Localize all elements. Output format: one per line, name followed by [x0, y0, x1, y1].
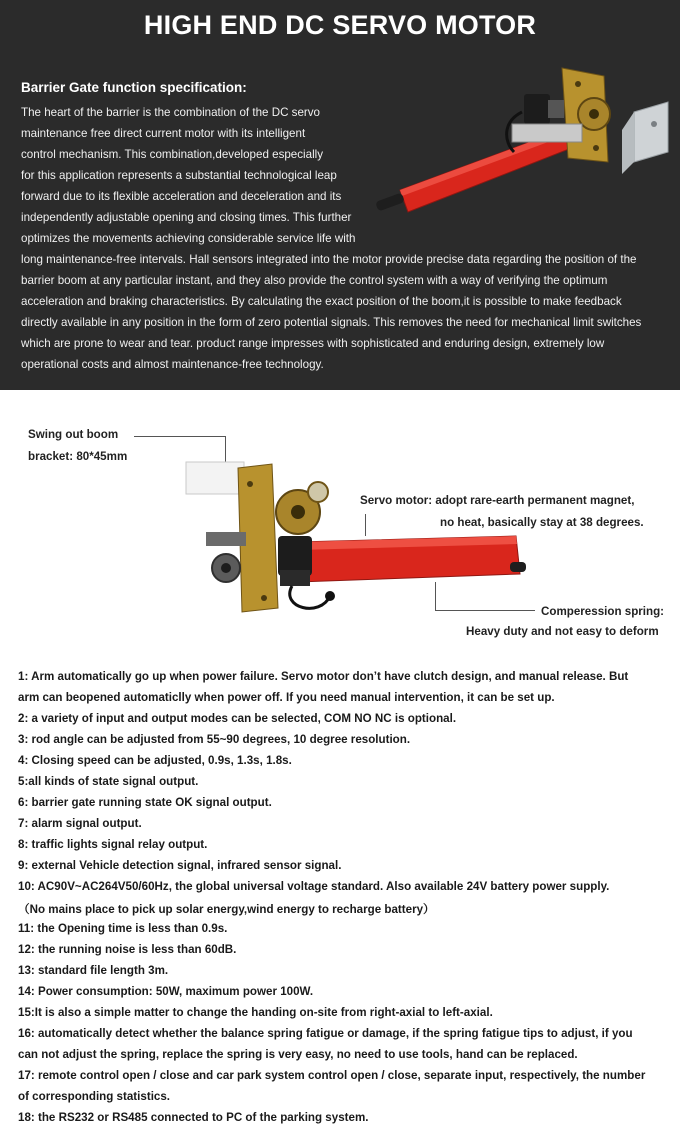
- feature-item: 11: the Opening time is less than 0.9s.: [18, 922, 228, 935]
- feature-item: 6: barrier gate running state OK signal output.: [18, 796, 272, 809]
- bracket-leader-line: [134, 436, 226, 437]
- feature-item: 14: Power consumption: 50W, maximum power 100W.: [18, 985, 314, 998]
- feature-item: of corresponding statistics.: [18, 1090, 171, 1103]
- feature-item: 1: Arm automatically go up when power failure. Servo motor don’t have clutch design, and manual release. But: [18, 670, 629, 683]
- page-title: HIGH END DC SERVO MOTOR: [143, 10, 537, 40]
- feature-item: 5:all kinds of state signal output.: [18, 775, 199, 788]
- feature-item: （No mains place to pick up solar energy,wind energy to recharge battery）: [18, 903, 435, 916]
- spec-text-line: The heart of the barrier is the combination of the DC servo: [21, 106, 321, 119]
- feature-item: 12: the running noise is less than 60dB.: [18, 943, 237, 956]
- spec-text-line: acceleration and braking characteristics. By calculating the exact position of the boom,it is possible to make feedback: [21, 295, 622, 308]
- feature-item: 8: traffic lights signal relay output.: [18, 838, 208, 851]
- spec-text-line: independently adjustable opening and closing times. This further: [21, 211, 352, 224]
- feature-item: 7: alarm signal output.: [18, 817, 142, 830]
- feature-item: 16: automatically detect whether the balance spring fatigue or damage, if the spring fatigue tips to adjust, if you: [18, 1027, 633, 1040]
- spec-text-line: operational costs and almost maintenance-free technology.: [21, 358, 324, 371]
- spec-text-line: optimizes the movements achieving considerable service life with: [21, 232, 356, 245]
- feature-item: 17: remote control open / close and car park system control open / close, separate input, respectively, the number: [18, 1069, 646, 1082]
- servo-callout-label: Servo motor: adopt rare-earth permanent magnet,: [360, 494, 635, 507]
- spec-text-line: which are prone to wear and tear. product range impresses with sophisticated and enduring design, extremely low: [21, 337, 605, 350]
- bracket-callout-detail: bracket: 80*45mm: [28, 450, 128, 463]
- spec-banner: [0, 0, 680, 390]
- bracket-callout-label: Swing out boom: [28, 428, 119, 441]
- feature-item: 2: a variety of input and output modes can be selected, COM NO NC is optional.: [18, 712, 457, 725]
- spec-text-line: maintenance free direct current motor with its intelligent: [21, 127, 306, 140]
- feature-item: 18: the RS232 or RS485 connected to PC of the parking system.: [18, 1111, 369, 1124]
- spec-heading: Barrier Gate function specification:: [21, 80, 247, 95]
- feature-item: arm can beopened automaticlly when power off. If you need manual intervention, it can be set up.: [18, 691, 555, 704]
- feature-item: 15:It is also a simple matter to change the handing on-site from right-axial to left-axial.: [18, 1006, 493, 1019]
- feature-item: 3: rod angle can be adjusted from 55~90 degrees, 10 degree resolution.: [18, 733, 411, 746]
- spec-text-line: for this application represents a substantial technological leap: [21, 169, 337, 182]
- spec-text-line: forward due to its flexible acceleration and deceleration and its: [21, 190, 342, 203]
- feature-item: 13: standard file length 3m.: [18, 964, 169, 977]
- feature-item: 4: Closing speed can be adjusted, 0.9s, 1.3s, 1.8s.: [18, 754, 292, 767]
- feature-item: 10: AC90V~AC264V50/60Hz, the global universal voltage standard. Also available 24V battery power supply.: [18, 880, 610, 893]
- spring-callout-label: Comperession spring:: [541, 605, 665, 618]
- spec-text-line: directly available in any position in the form of zero potential signals. This removes the need for mechanical limit switches: [21, 316, 642, 329]
- servo-callout-detail: no heat, basically stay at 38 degrees.: [440, 516, 644, 529]
- barrier-mechanism-image: [372, 62, 672, 242]
- feature-item: 9: external Vehicle detection signal, infrared sensor signal.: [18, 859, 342, 872]
- feature-item: can not adjust the spring, replace the spring is very easy, no need to use tools, hand can be replaced.: [18, 1048, 578, 1061]
- spring-callout-detail: Heavy duty and not easy to deform: [466, 625, 659, 638]
- spec-text-line: control mechanism. This combination,developed especially: [21, 148, 324, 161]
- spec-text-line: long maintenance-free intervals. Hall sensors integrated into the motor provide precise data regarding the position of the: [21, 253, 637, 266]
- spec-text-line: barrier boom at any particular instant, and they also provide the control system with a way of verifying the optimum: [21, 274, 608, 287]
- servo-motor-assembly-image: [180, 458, 540, 638]
